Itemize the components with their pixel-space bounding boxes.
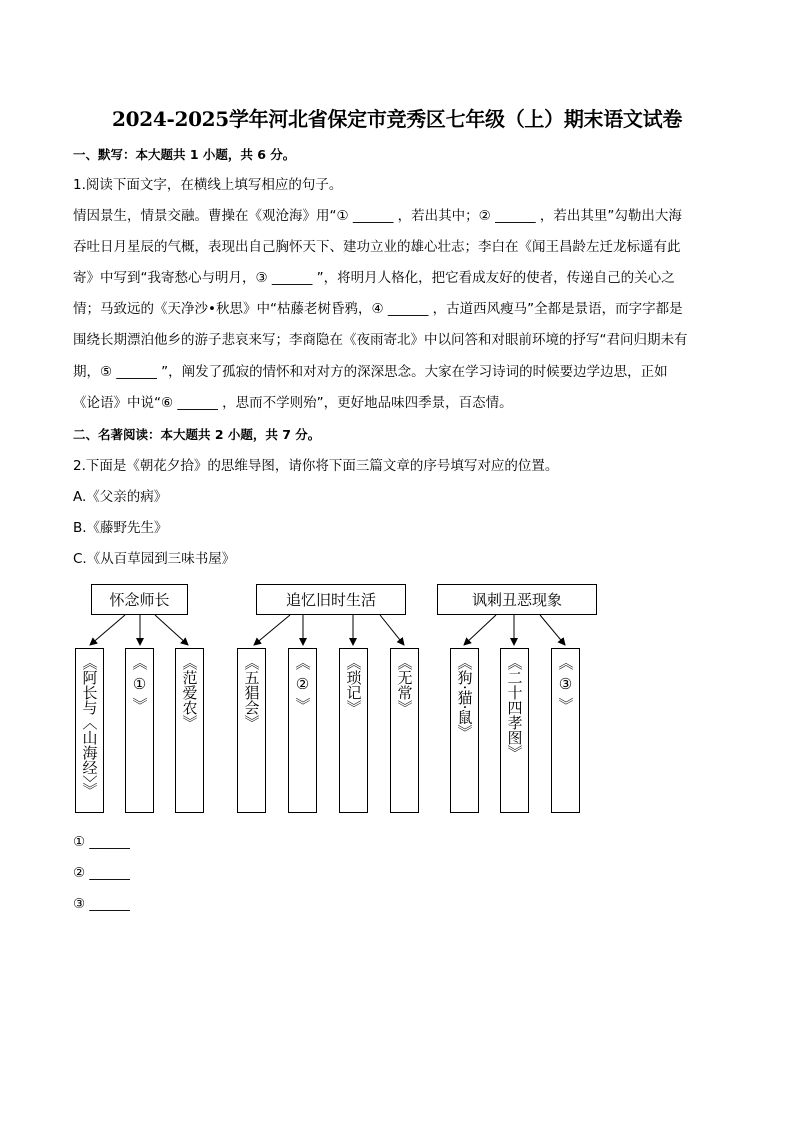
answer-2[interactable]: ② ______ [73, 865, 130, 881]
option-a: A.《父亲的病》 [73, 489, 168, 505]
answer-3[interactable]: ③ ______ [73, 896, 130, 912]
mindmap-leaf-blank-3: 《 ③ 》 [551, 648, 580, 813]
mindmap-leaf: 《琐记》 [339, 648, 368, 813]
passage-line: 吞吐日月星辰的气概，表现出自己胸怀天下、建功立业的雄心壮志；李白在《闻王昌龄左迁龙标遥有此 [73, 239, 681, 255]
option-b: B.《藤野先生》 [73, 520, 168, 536]
mindmap-leaf: 《二十四孝图》 [500, 648, 529, 813]
section1-heading: 一、默写：本大题共 1 小题，共 6 分。 [73, 147, 296, 162]
passage-line: 寄》中写到“我寄愁心与明月，③ ______ ”，将明月人格化，把它看成友好的使者，传递自己的关心之 [73, 270, 675, 286]
mindmap-leaf: 《五猖会》 [237, 648, 266, 813]
mindmap-leaf: 《阿长与〈山海经〉》 [75, 648, 104, 813]
mindmap-group-teachers: 怀念师长 [91, 584, 188, 615]
answer-1[interactable]: ① ______ [73, 834, 130, 850]
option-c: C.《从百草园到三味书屋》 [73, 551, 236, 567]
mindmap-group-memories: 追忆旧时生活 [256, 584, 406, 615]
passage-line: 围绕长期漂泊他乡的游子悲哀来写；李商隐在《夜雨寄北》中以问答和对眼前环境的抒写“君问归期未有 [73, 332, 688, 348]
passage-line: 情因景生，情景交融。曹操在《观沧海》用“① ______ ，若出其中；② ______ ，若出其里”勾勒出大海 [73, 208, 682, 224]
question-1-stem: 1.阅读下面文字，在横线上填写相应的句子。 [73, 177, 343, 193]
mindmap-group-satire: 讽刺丑恶现象 [437, 584, 597, 615]
mindmap-leaf-blank-2: 《 ② 》 [288, 648, 317, 813]
page-title: 2024-2025学年河北省保定市竞秀区七年级（上）期末语文试卷 [111, 107, 683, 131]
mindmap-leaf: 《狗·猫·鼠》 [450, 648, 479, 813]
mindmap-leaf: 《无常》 [390, 648, 419, 813]
passage-line: 《论语》中说“⑥ ______ ，思而不学则殆”，更好地品味四季景，百态情。 [73, 395, 513, 411]
passage-line: 情；马致远的《天净沙•秋思》中“枯藤老树昏鸦，④ ______ ，古道西风瘦马”全都是景语，而字字都是 [73, 301, 683, 317]
mindmap-leaf: 《范爱农》 [175, 648, 204, 813]
question-2-stem: 2.下面是《朝花夕拾》的思维导图，请你将下面三篇文章的序号填写对应的位置。 [73, 458, 559, 474]
section2-heading: 二、名著阅读：本大题共 2 小题，共 7 分。 [73, 427, 321, 442]
passage-line: 期，⑤ ______ ”，阐发了孤寂的情怀和对对方的深深思念。大家在学习诗词的时候要边学边思，正如 [73, 364, 668, 380]
mindmap-leaf-blank-1: 《 ① 》 [125, 648, 154, 813]
